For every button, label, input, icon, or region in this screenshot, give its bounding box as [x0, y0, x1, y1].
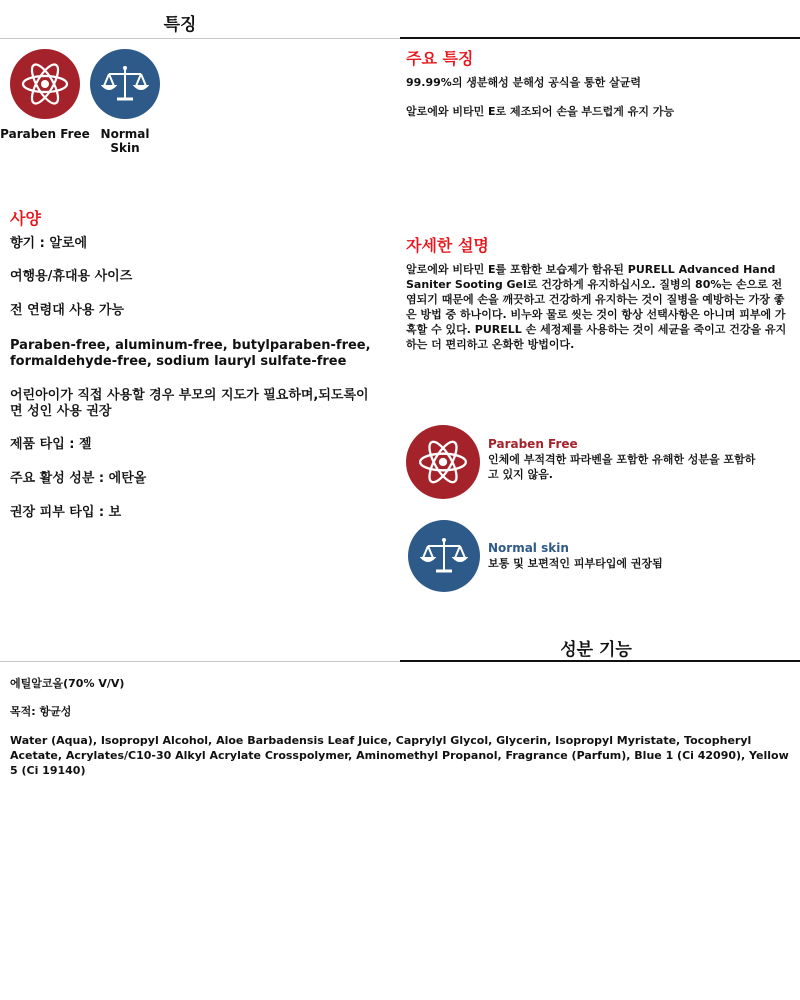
- balance-scale-icon: [101, 64, 149, 104]
- paraben-free-badge: [10, 49, 80, 119]
- atom-icon: [19, 58, 71, 110]
- spec-item-size: 여행용/휴대용 사이즈: [10, 269, 133, 284]
- balance-scale-icon: [420, 536, 468, 576]
- key-feature-2: 알로에와 비타민 E로 제조되어 손을 부드럽게 유지 가능: [406, 105, 675, 118]
- ingredient-purpose: 목적: 항균성: [10, 705, 72, 718]
- features-divider-right: [400, 37, 800, 39]
- ingredients-divider-left: [0, 661, 400, 662]
- spec-item-active: 주요 활성 성분 : 에탄올: [10, 471, 147, 486]
- normal-skin-label: Normal Skin: [100, 127, 150, 155]
- spec-item-skin: 권장 피부 타입 : 보: [10, 505, 122, 520]
- spec-item-children: 어린아이가 직접 사용할 경우 부모의 지도가 필요하며,되도록이면 성인 사용 권장: [10, 388, 369, 419]
- key-feature-1: 99.99%의 생분해성 분해성 공식을 통한 살균력: [406, 76, 641, 89]
- spec-item-type: 제품 타입 : 젤: [10, 437, 92, 452]
- paraben-free-label: Paraben Free: [0, 127, 90, 141]
- detail-title: 자세한 설명: [406, 236, 489, 255]
- atom-icon: [416, 435, 470, 489]
- spec-item-free-of: Paraben-free, aluminum-free, butylparaben-free, formaldehyde-free, sodium lauryl sulfate-free: [10, 338, 371, 369]
- features-divider-left: [0, 38, 400, 39]
- detail-paraben-badge: [406, 425, 480, 499]
- ingredient-active: 에틸알코올(70% V/V): [10, 677, 125, 690]
- ingredients-heading: 성분 기능: [560, 640, 632, 660]
- detail-paraben-title: Paraben Free: [488, 437, 578, 451]
- features-heading: 특징: [163, 15, 197, 35]
- normal-skin-badge: [90, 49, 160, 119]
- spec-item-age: 전 연령대 사용 가능: [10, 303, 125, 318]
- detail-normal-skin-title: Normal skin: [488, 541, 569, 555]
- detail-normal-skin-desc: 보통 및 보편적인 피부타입에 권장됨: [488, 557, 663, 570]
- specs-title: 사양: [10, 209, 41, 228]
- ingredients-divider-right: [400, 660, 800, 662]
- detail-paraben-desc: 인체에 부적격한 파라벤을 포함한 유해한 성분을 포함하고 있지 않음.: [488, 453, 756, 481]
- spec-item-scent: 향기 : 알로에: [10, 236, 88, 251]
- ingredient-list: Water (Aqua), Isopropyl Alcohol, Aloe Barbadensis Leaf Juice, Caprylyl Glycol, Glycerin, Isopropyl Myristate, Tocopheryl Acetate, Acrylates/C10-30 Alkyl Acrylate Crosspolymer, Aminomethyl Propanol, Fragrance (Parfum), Blue 1 (Ci 42090), Yellow 5 (Ci 19140): [10, 734, 789, 777]
- detail-body: 알로에와 비타민 E를 포함한 보습제가 함유된 PURELL Advanced Hand Saniter Sooting Gel로 건강하게 유지하십시오. 질병의 80%는 손으로 전염되기 때문에 손을 깨끗하고 건강하게 유지하는 것이 질병을 예방하는 가장 좋은 방법 중 하나이다. 비누와 물로 씻는 것이 항상 선택사항은 아니며 피부에 가혹할 수 있다. PURELL 손 세정제를 사용하는 것이 세균을 죽이고 건강을 유지하는 더 편리하고 온화한 방법이다.: [406, 263, 787, 351]
- detail-normal-skin-badge: [408, 520, 480, 592]
- key-features-title: 주요 특징: [406, 49, 474, 68]
